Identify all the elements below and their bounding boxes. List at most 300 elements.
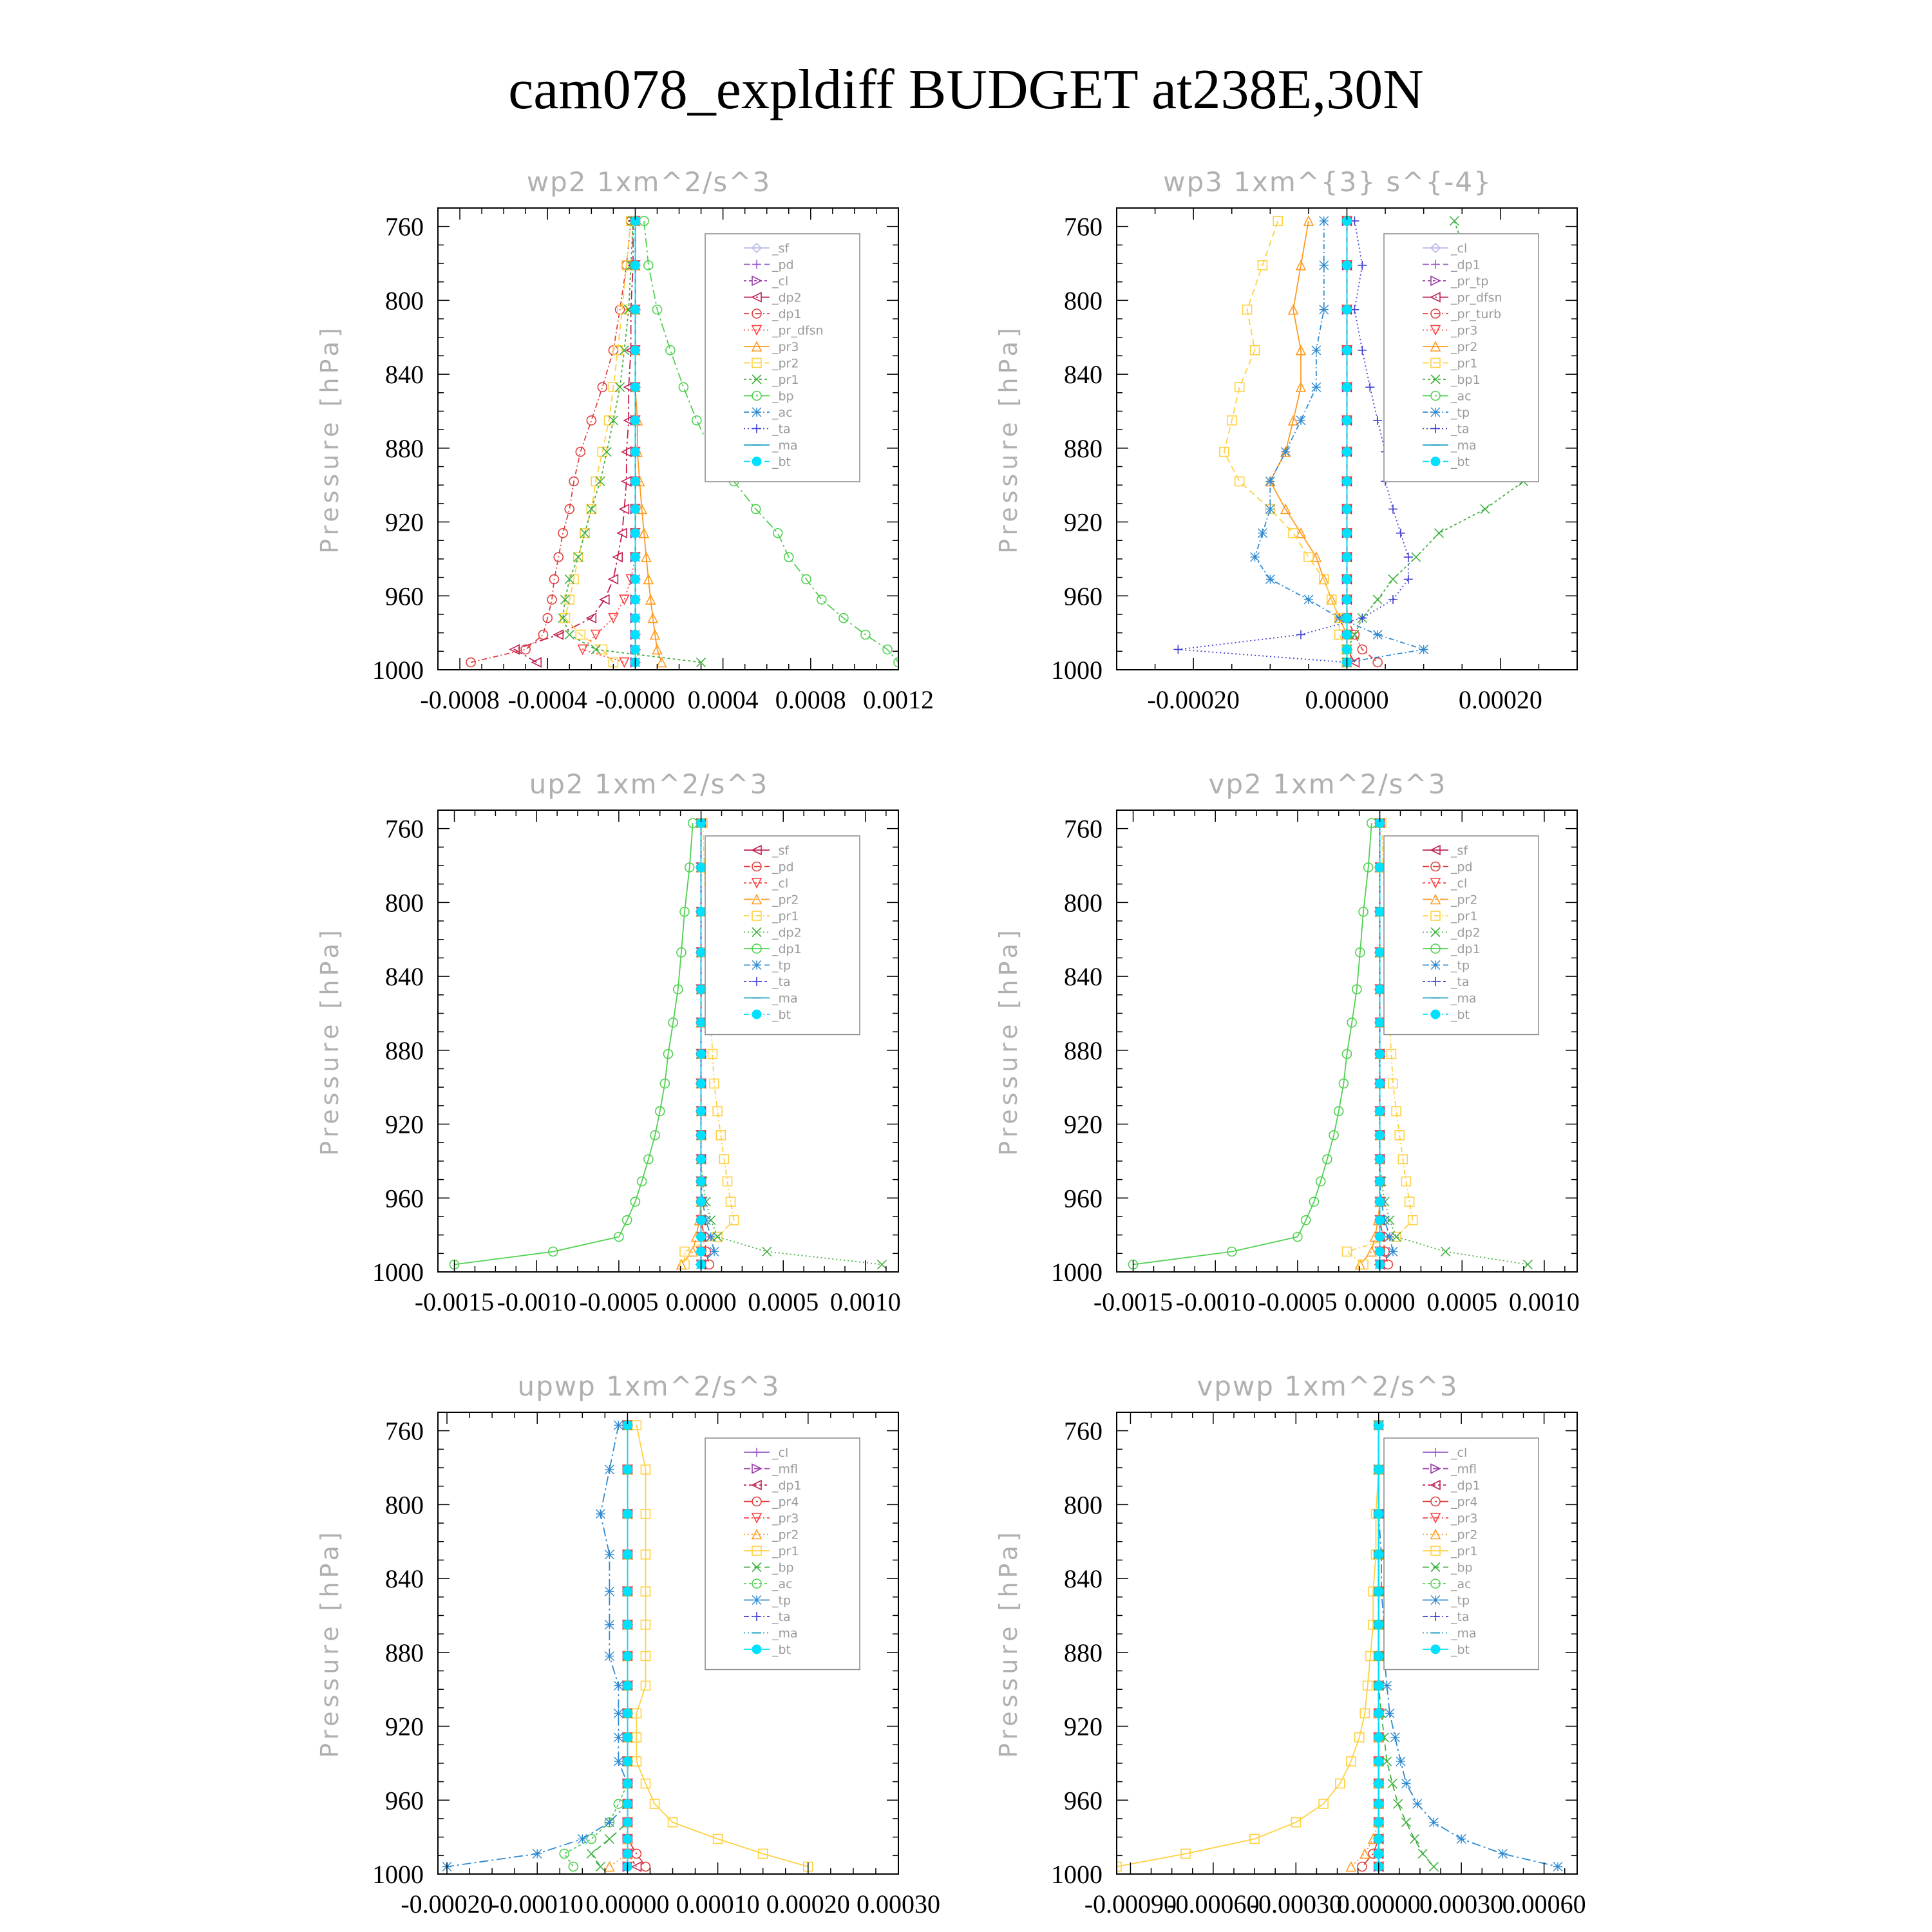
data-point <box>762 1247 772 1256</box>
legend-label: _dp1 <box>1451 258 1481 272</box>
series-line <box>1117 1425 1379 1866</box>
data-point <box>697 1079 706 1088</box>
data-point <box>1374 1849 1383 1858</box>
data-point <box>630 305 639 314</box>
data-point <box>1312 383 1321 392</box>
data-point <box>623 1620 632 1629</box>
data-point <box>538 630 547 639</box>
data-point <box>1251 553 1260 562</box>
data-point <box>697 1177 706 1186</box>
data-point <box>587 416 596 425</box>
legend-label: _bp <box>1451 1560 1473 1575</box>
x-tick-label: 0.0005 <box>748 1287 819 1316</box>
data-point <box>630 630 639 639</box>
data-point <box>1343 346 1352 355</box>
x-tick-label: -0.0005 <box>1258 1287 1338 1316</box>
x-tick-label: -0.0005 <box>579 1287 659 1316</box>
data-point <box>1457 1835 1466 1844</box>
data-point <box>1388 595 1397 604</box>
data-point <box>630 448 639 457</box>
legend-label: _cl <box>1451 242 1468 256</box>
data-point <box>605 1587 614 1596</box>
legend-label: _ac <box>1451 1577 1472 1591</box>
data-point <box>706 1233 715 1242</box>
data-point <box>1343 305 1352 314</box>
data-point <box>1431 408 1440 417</box>
data-point <box>623 1818 632 1827</box>
data-point <box>623 1587 632 1596</box>
data-point <box>1374 1652 1383 1661</box>
legend <box>705 1438 860 1670</box>
data-point <box>1418 1849 1427 1858</box>
data-point <box>1281 448 1290 457</box>
data-point <box>605 1465 614 1474</box>
data-point <box>1376 948 1385 957</box>
panel-vp2 <box>994 768 1580 1316</box>
y-tick-label: 960 <box>1064 1184 1103 1213</box>
y-tick-label: 960 <box>385 1786 424 1815</box>
data-point <box>1388 504 1397 513</box>
legend-label: _pr_turb <box>1451 307 1502 321</box>
data-point <box>630 645 639 654</box>
data-point <box>1376 1079 1385 1088</box>
data-point <box>623 1835 632 1844</box>
data-point <box>630 261 639 270</box>
data-point <box>1376 1233 1385 1242</box>
series-line <box>1224 221 1347 662</box>
data-point <box>632 1421 641 1430</box>
legend-label: _ma <box>1451 991 1477 1006</box>
data-point <box>1343 448 1352 457</box>
y-axis-label: Pressure [hPa] <box>316 926 344 1156</box>
legend-label: _mfl <box>1451 1462 1477 1477</box>
series-line <box>1133 823 1372 1264</box>
x-tick-label: -0.00010 <box>491 1889 583 1918</box>
legend-label: _tp <box>1451 406 1470 420</box>
panel-wp2 <box>316 166 934 714</box>
data-point <box>1373 630 1382 639</box>
y-tick-label: 760 <box>385 212 424 242</box>
data-point <box>609 574 618 583</box>
legend-label: _pr4 <box>772 1495 799 1510</box>
data-point <box>591 645 600 654</box>
series-pr1 <box>1112 1421 1383 1871</box>
data-point <box>1235 383 1244 392</box>
y-tick-label: 800 <box>385 286 424 316</box>
data-point <box>697 1050 706 1059</box>
data-point <box>697 948 706 957</box>
legend-label: _dp1 <box>1451 942 1481 956</box>
legend-label: _ta <box>1451 422 1470 437</box>
data-point <box>1431 1010 1440 1019</box>
x-tick-label: -0.0010 <box>497 1287 576 1316</box>
data-point <box>1343 595 1352 604</box>
y-tick-label: 840 <box>1064 962 1103 992</box>
data-point <box>1343 630 1352 639</box>
data-point <box>630 553 639 562</box>
series-dp1 <box>466 216 636 667</box>
data-point <box>1413 1799 1422 1808</box>
data-point <box>623 1709 632 1718</box>
data-point <box>614 1733 623 1742</box>
data-point <box>680 1247 689 1256</box>
legend-label: _pr_dfsn <box>1451 290 1502 305</box>
legend-label: _pr2 <box>772 893 799 907</box>
data-point <box>605 1862 614 1871</box>
data-point <box>1343 574 1352 583</box>
y-tick-label: 800 <box>385 1490 424 1520</box>
data-point <box>1376 863 1385 872</box>
legend-label: _tp <box>772 1593 791 1608</box>
data-point <box>630 383 639 392</box>
data-point <box>1435 529 1444 538</box>
legend-label: _ma <box>1451 439 1477 453</box>
y-tick-label: 840 <box>1064 1564 1103 1594</box>
data-point <box>605 1620 614 1629</box>
legend <box>1384 1438 1539 1670</box>
legend-label: _cl <box>1451 1446 1468 1460</box>
series-dp1 <box>1129 819 1376 1269</box>
legend <box>705 234 860 482</box>
data-point <box>1431 457 1440 466</box>
data-point <box>1343 645 1352 654</box>
series-line <box>564 1425 627 1866</box>
y-tick-label: 760 <box>1064 212 1103 242</box>
data-point <box>752 961 761 970</box>
x-tick-label: -0.0000 <box>595 685 676 714</box>
data-point <box>630 504 639 513</box>
data-point <box>1374 1779 1383 1788</box>
legend-label: _bp1 <box>1451 373 1481 387</box>
y-tick-label: 840 <box>385 1564 424 1594</box>
legend-label: _dp1 <box>772 307 802 321</box>
data-point <box>657 658 666 667</box>
legend <box>1384 836 1539 1035</box>
data-point <box>1374 1835 1383 1844</box>
x-tick-label: 0.00020 <box>766 1889 850 1918</box>
data-point <box>1376 1018 1385 1027</box>
legend-label: _bp <box>772 1560 794 1575</box>
legend-label: _ac <box>772 406 793 420</box>
data-point <box>1376 1216 1385 1225</box>
legend-label: _ta <box>772 1610 791 1624</box>
y-tick-label: 880 <box>1064 433 1103 463</box>
data-point <box>1388 1779 1397 1788</box>
x-tick-label: -0.0008 <box>420 685 500 714</box>
legend-label: _ta <box>772 422 791 437</box>
legend-label: _sf <box>772 242 790 256</box>
y-tick-label: 960 <box>1064 582 1103 611</box>
panel-title: upwp 1xm^2/s^3 <box>517 1370 781 1402</box>
data-point <box>630 614 639 623</box>
y-axis-label: Pressure [hPa] <box>316 1528 344 1758</box>
y-tick-label: 1000 <box>372 1860 424 1889</box>
data-point <box>697 1216 706 1225</box>
legend-label: _ac <box>1451 389 1472 404</box>
y-tick-label: 800 <box>1064 888 1103 918</box>
data-point <box>1374 1709 1383 1718</box>
data-point <box>623 1799 632 1808</box>
x-tick-label: 0.0005 <box>1426 1287 1498 1316</box>
y-tick-label: 960 <box>1064 1786 1103 1815</box>
y-tick-label: 920 <box>385 1110 424 1139</box>
data-point <box>630 416 639 425</box>
data-point <box>1374 1620 1383 1629</box>
series-bt <box>1376 819 1385 1269</box>
panel-title: wp2 1xm^2/s^3 <box>526 166 772 198</box>
data-point <box>576 448 585 457</box>
series-bt <box>1343 216 1352 667</box>
data-point <box>1390 1733 1399 1742</box>
data-point <box>1373 416 1382 425</box>
data-point <box>1376 1106 1385 1115</box>
y-tick-label: 840 <box>385 962 424 992</box>
legend-label: _ta <box>1451 975 1470 989</box>
data-point <box>1304 553 1313 562</box>
series-ac <box>560 1421 632 1871</box>
legend-label: _tp <box>1451 1593 1470 1608</box>
data-point <box>1429 1862 1438 1871</box>
x-tick-label: 0.0010 <box>1508 1287 1580 1316</box>
series-bt <box>630 216 639 667</box>
data-point <box>623 1733 632 1742</box>
y-axis-label: Pressure [hPa] <box>994 324 1023 554</box>
legend-label: _sf <box>1451 844 1468 858</box>
data-point <box>1358 346 1367 355</box>
data-point <box>1431 961 1440 970</box>
x-tick-label: -0.0015 <box>414 1287 495 1316</box>
data-point <box>697 985 706 994</box>
series-tp <box>442 1421 632 1871</box>
data-point <box>623 1465 632 1474</box>
data-point <box>697 1247 706 1256</box>
y-tick-label: 1000 <box>372 656 424 685</box>
legend-label: _bt <box>772 455 791 469</box>
data-point <box>623 1681 632 1690</box>
data-point <box>630 346 639 355</box>
data-point <box>1412 553 1421 562</box>
data-point <box>1304 595 1313 604</box>
data-point <box>614 1799 623 1808</box>
y-tick-label: 760 <box>1064 814 1103 844</box>
data-point <box>1374 1799 1383 1808</box>
data-point <box>817 595 826 604</box>
panel-upwp <box>316 1370 940 1918</box>
panel-title: wp3 1xm^{3} s^{-4} <box>1163 166 1492 198</box>
legend-label: _ac <box>772 1577 793 1591</box>
legend-label: _ma <box>1451 1626 1477 1641</box>
data-point <box>1376 1155 1385 1164</box>
data-point <box>1388 1247 1397 1256</box>
data-point <box>1343 504 1352 513</box>
data-point <box>614 1681 623 1690</box>
data-point <box>1265 574 1274 583</box>
data-point <box>1374 1550 1383 1559</box>
data-point <box>710 1247 719 1256</box>
data-point <box>679 383 688 392</box>
data-point <box>697 1131 706 1140</box>
data-point <box>692 416 701 425</box>
legend-label: _ma <box>772 1626 798 1641</box>
data-point <box>620 658 629 667</box>
x-tick-label: -0.00090 <box>1084 1889 1177 1918</box>
data-point <box>623 1652 632 1661</box>
data-point <box>623 1757 632 1766</box>
legend-label: _pr_tp <box>1451 274 1489 289</box>
data-point <box>580 529 589 538</box>
y-tick-label: 880 <box>385 1638 424 1667</box>
data-point <box>598 383 607 392</box>
data-point <box>614 1709 623 1718</box>
legend <box>1384 234 1539 482</box>
legend-label: _ma <box>772 991 798 1006</box>
data-point <box>587 1849 596 1858</box>
data-point <box>773 529 782 538</box>
x-tick-label: 0.00030 <box>857 1889 940 1918</box>
y-tick-label: 960 <box>385 1184 424 1213</box>
legend-label: _pr3 <box>772 340 799 354</box>
y-tick-label: 920 <box>1064 507 1103 537</box>
y-axis-label: Pressure [hPa] <box>994 1528 1023 1758</box>
legend-label: _bt <box>1451 1008 1470 1022</box>
legend-label: _mfl <box>772 1462 798 1477</box>
y-axis-label: Pressure [hPa] <box>994 926 1023 1156</box>
data-point <box>1404 553 1413 562</box>
data-point <box>1419 645 1428 654</box>
legend-label: _pd <box>1451 860 1473 875</box>
y-tick-label: 760 <box>385 1416 424 1446</box>
data-point <box>1374 1818 1383 1827</box>
x-tick-label: 0.00030 <box>1419 1889 1504 1918</box>
data-point <box>1320 216 1329 225</box>
legend-label: _bt <box>772 1643 791 1657</box>
legend-label: _pd <box>772 860 794 875</box>
x-tick-label: 0.0012 <box>863 685 934 714</box>
data-point <box>1396 1757 1405 1766</box>
data-point <box>605 1835 614 1844</box>
y-axis-label: Pressure [hPa] <box>316 324 344 554</box>
x-tick-label: 0.0000 <box>665 1287 737 1316</box>
legend-label: _bp <box>772 389 794 404</box>
legend-label: _pr2 <box>772 1528 799 1542</box>
y-tick-label: 920 <box>385 1712 424 1741</box>
panel-title: vp2 1xm^2/s^3 <box>1208 768 1447 800</box>
data-point <box>697 907 706 916</box>
y-tick-label: 1000 <box>1051 1860 1103 1889</box>
figure-title: cam078_expldiff BUDGET at238E,30N <box>508 59 1424 121</box>
data-point <box>1376 985 1385 994</box>
x-tick-label: 0.00020 <box>1458 685 1542 714</box>
data-point <box>600 595 609 604</box>
data-point <box>752 1645 761 1654</box>
y-tick-label: 800 <box>1064 1490 1103 1520</box>
data-point <box>565 630 574 639</box>
data-point <box>1358 1862 1367 1871</box>
data-point <box>623 1779 632 1788</box>
data-point <box>630 477 639 486</box>
data-point <box>1396 529 1405 538</box>
data-point <box>623 1550 632 1559</box>
legend-label: _pr2 <box>1451 340 1478 354</box>
data-point <box>1383 1681 1392 1690</box>
data-point <box>1376 1177 1385 1186</box>
legend-label: _bt <box>1451 455 1470 469</box>
legend-label: _pr2 <box>1451 893 1478 907</box>
series-bt <box>623 1421 632 1871</box>
data-point <box>1343 261 1352 270</box>
data-point <box>1553 1862 1562 1871</box>
data-point <box>587 504 596 513</box>
data-point <box>752 1596 761 1605</box>
legend-label: _ma <box>772 439 798 453</box>
data-point <box>1385 1709 1394 1718</box>
data-point <box>630 574 639 583</box>
data-point <box>1374 1587 1383 1596</box>
data-point <box>697 1106 706 1115</box>
data-point <box>1450 216 1459 225</box>
data-point <box>1358 261 1367 270</box>
data-point <box>1385 1233 1394 1242</box>
legend-label: _dp1 <box>772 1479 802 1493</box>
legend-label: _pr1 <box>1451 356 1478 371</box>
data-point <box>1394 1799 1403 1808</box>
legend-label: _cl <box>772 876 789 891</box>
data-point <box>630 595 639 604</box>
data-point <box>1431 1596 1440 1605</box>
legend-label: _cl <box>1451 876 1468 891</box>
legend-label: _sf <box>772 844 790 858</box>
data-point <box>1481 504 1490 513</box>
data-point <box>1374 1733 1383 1742</box>
data-point <box>666 346 675 355</box>
data-point <box>569 1862 578 1871</box>
y-tick-label: 800 <box>385 888 424 918</box>
legend-label: _pr1 <box>772 909 799 923</box>
data-point <box>752 408 761 417</box>
data-point <box>1498 1849 1507 1858</box>
x-tick-label: 0.00000 <box>585 1889 670 1918</box>
series-line <box>455 823 693 1264</box>
legend-label: _dp2 <box>772 925 802 940</box>
legend-label: _pr3 <box>772 1511 799 1526</box>
y-tick-label: 800 <box>1064 286 1103 316</box>
data-point <box>1383 1260 1392 1269</box>
x-tick-label: -0.00060 <box>1167 1889 1260 1918</box>
data-point <box>620 595 629 604</box>
data-point <box>1376 1131 1385 1140</box>
y-tick-label: 880 <box>385 1036 424 1065</box>
legend-label: _bt <box>1451 1643 1470 1657</box>
panel-title: vpwp 1xm^2/s^3 <box>1197 1370 1459 1402</box>
data-point <box>1388 574 1397 583</box>
data-point <box>1296 416 1305 425</box>
data-point <box>697 1197 706 1206</box>
legend-label: _pr2 <box>772 356 799 371</box>
x-tick-label: 0.0010 <box>829 1287 901 1316</box>
data-point <box>1343 477 1352 486</box>
data-point <box>623 1849 632 1858</box>
legend-label: _dp2 <box>1451 925 1481 940</box>
y-tick-label: 840 <box>1064 360 1103 390</box>
series-bt <box>697 819 706 1269</box>
panel-vpwp <box>994 1370 1586 1918</box>
legend-label: _pr_dfsn <box>772 323 824 338</box>
legend-label: _pr2 <box>1451 1528 1478 1542</box>
data-point <box>1343 383 1352 392</box>
data-point <box>641 1862 650 1871</box>
data-point <box>1320 305 1329 314</box>
data-point <box>578 1835 587 1844</box>
